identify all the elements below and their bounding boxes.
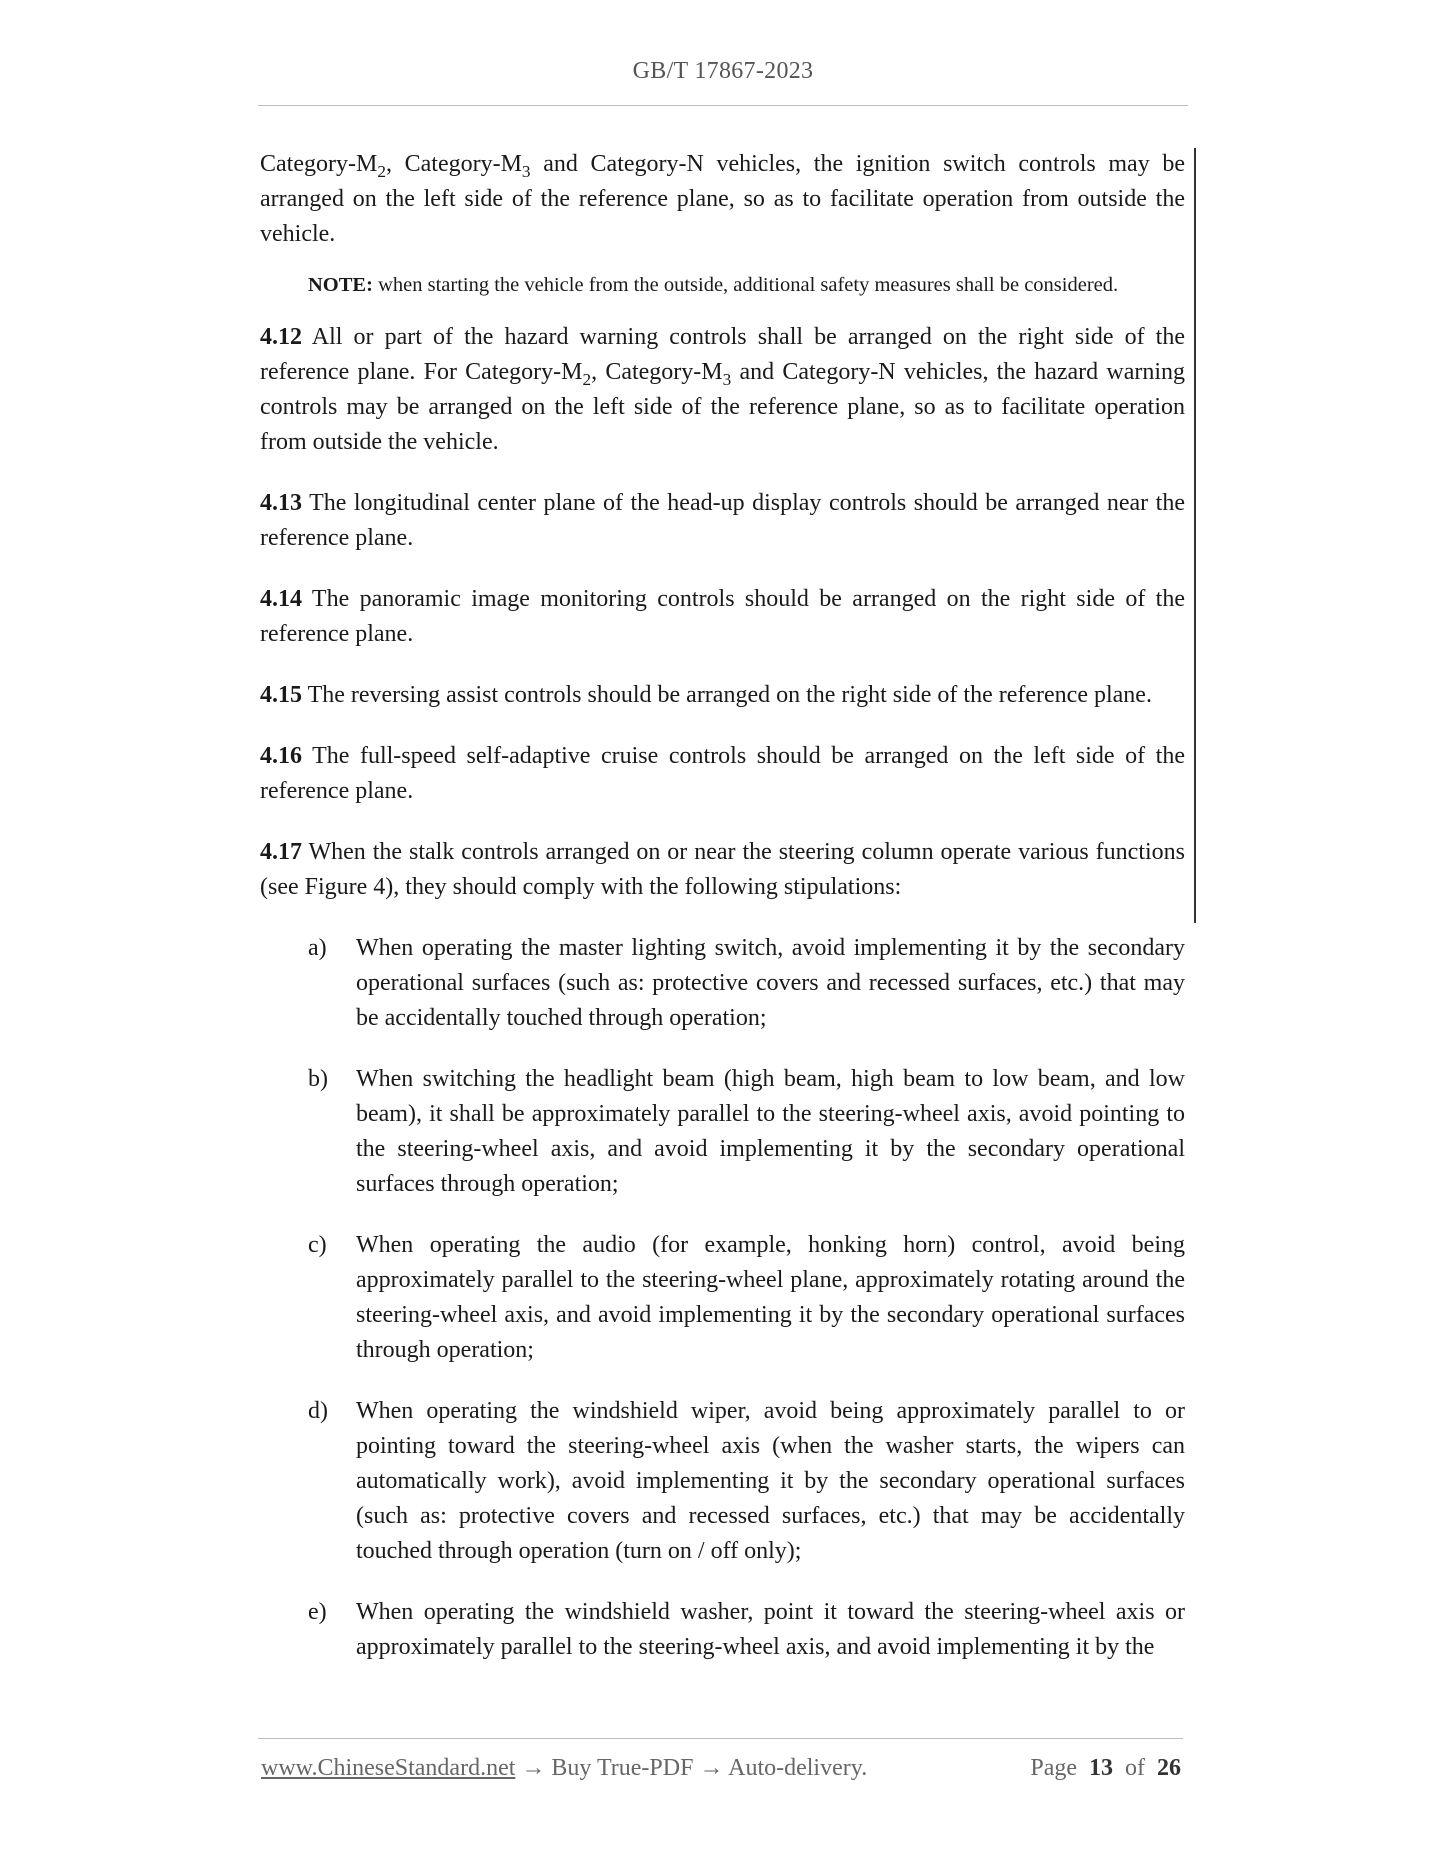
subscript-3: 3 <box>521 161 531 181</box>
list-marker: c) <box>308 1232 327 1258</box>
clause-text: The full-speed self-adaptive cruise controls should be arranged on the left side of the reference plane. <box>260 743 1185 804</box>
clause-text: The panoramic image monitoring controls should be arranged on the right side of the reference plane. <box>260 586 1185 647</box>
of-word: of <box>1125 1755 1145 1781</box>
footer-promo <box>261 1755 867 1782</box>
footer-promo-text: → Buy True-PDF → Auto-delivery. <box>515 1755 868 1781</box>
intro-text-1: Category-M <box>260 151 378 177</box>
list-item-text: When switching the headlight beam (high beam, high beam to low beam, and low beam), it shall be approximately parallel to the steering-wheel axis, avoid pointing to the steering-wheel axis, and avoid implementing it by the secondary operational surfaces through operation; <box>356 1066 1185 1197</box>
list-marker: d) <box>308 1398 328 1424</box>
list-marker: a) <box>308 935 327 961</box>
list-item-b <box>260 1062 1185 1202</box>
list-item-d <box>260 1394 1185 1569</box>
intro-text-2: , Category-M <box>385 151 522 177</box>
clause-4-13 <box>260 486 1185 556</box>
list-item-a <box>260 931 1185 1036</box>
document-body <box>260 147 1185 1691</box>
clause-number: 4.13 <box>260 490 302 516</box>
clause-number: 4.15 <box>260 682 302 708</box>
list-item-c <box>260 1228 1185 1368</box>
page-indicator <box>1030 1755 1181 1782</box>
subscript-3: 3 <box>722 369 732 389</box>
subscript-2: 2 <box>582 369 592 389</box>
clause-number: 4.17 <box>260 839 302 865</box>
list-item-e <box>260 1595 1185 1665</box>
list-item-text: When operating the windshield washer, point it toward the steering-wheel axis or approximately parallel to the steering-wheel axis, and avoid implementing it by the <box>356 1599 1185 1660</box>
clause-text: The reversing assist controls should be arranged on the right side of the reference plane. <box>302 682 1152 708</box>
page-word: Page <box>1030 1755 1077 1781</box>
list-item-text: When operating the audio (for example, honking horn) control, avoid being approximately parallel to the steering-wheel plane, approximately rotating around the steering-wheel axis, and avoid implementing it by the secondary operational surfaces through operation; <box>356 1232 1185 1363</box>
intro-paragraph <box>260 147 1185 252</box>
header-divider <box>258 105 1188 106</box>
intro-text-3: and Category-N vehicles, the ignition switch controls may be arranged on the left side of the reference plane, so as to facilitate operation from outside the vehicle. <box>260 151 1185 247</box>
clause-4-12-text-2: , Category-M <box>591 359 723 385</box>
clause-text: The longitudinal center plane of the head-up display controls should be arranged near the reference plane. <box>260 490 1185 551</box>
subscript-2: 2 <box>377 161 386 181</box>
list-marker: e) <box>308 1599 327 1625</box>
clause-4-14 <box>260 582 1185 652</box>
clause-4-17 <box>260 835 1185 905</box>
clause-4-16 <box>260 739 1185 809</box>
clause-4-12 <box>260 320 1185 460</box>
revision-change-bar <box>1194 148 1196 923</box>
clause-number: 4.12 <box>260 324 302 350</box>
footer-divider <box>258 1738 1183 1739</box>
current-page-number: 13 <box>1089 1755 1113 1781</box>
total-page-number: 26 <box>1157 1755 1181 1781</box>
clause-number: 4.14 <box>260 586 302 612</box>
list-item-text: When operating the master lighting switch, avoid implementing it by the secondary operational surfaces (such as: protective covers and recessed surfaces, etc.) that may be accidentally touched through operation; <box>356 935 1185 1031</box>
website-link[interactable]: www.ChineseStandard.net <box>261 1755 516 1781</box>
clause-text: When the stalk controls arranged on or near the steering column operate various functions (see Figure 4), they should comply with the following stipulations: <box>260 839 1185 900</box>
clause-4-12-text-3: and Category-N vehicles, the hazard warning controls may be arranged on the left side of the reference plane, so as to facilitate operation from outside the vehicle. <box>260 359 1186 455</box>
note-paragraph <box>308 270 1185 300</box>
clause-4-12-text-1: All or part of the hazard warning controls shall be arranged on the right side of the reference plane. For Category-M <box>260 324 1185 385</box>
list-item-text: When operating the windshield wiper, avoid being approximately parallel to or pointing toward the steering-wheel axis (when the washer starts, the wipers can automatically work), avoid implementing it by the secondary operational surfaces (such as: protective covers and recessed surfaces, etc.) that may be accidentally touched through operation (turn on / off only); <box>356 1398 1185 1564</box>
clause-number: 4.16 <box>260 743 302 769</box>
clause-4-15 <box>260 678 1185 713</box>
document-code-header: GB/T 17867-2023 <box>632 58 814 84</box>
note-text: when starting the vehicle from the outside, additional safety measures shall be considered. <box>372 274 1119 296</box>
note-label: NOTE: <box>308 274 373 296</box>
list-marker: b) <box>308 1066 328 1092</box>
